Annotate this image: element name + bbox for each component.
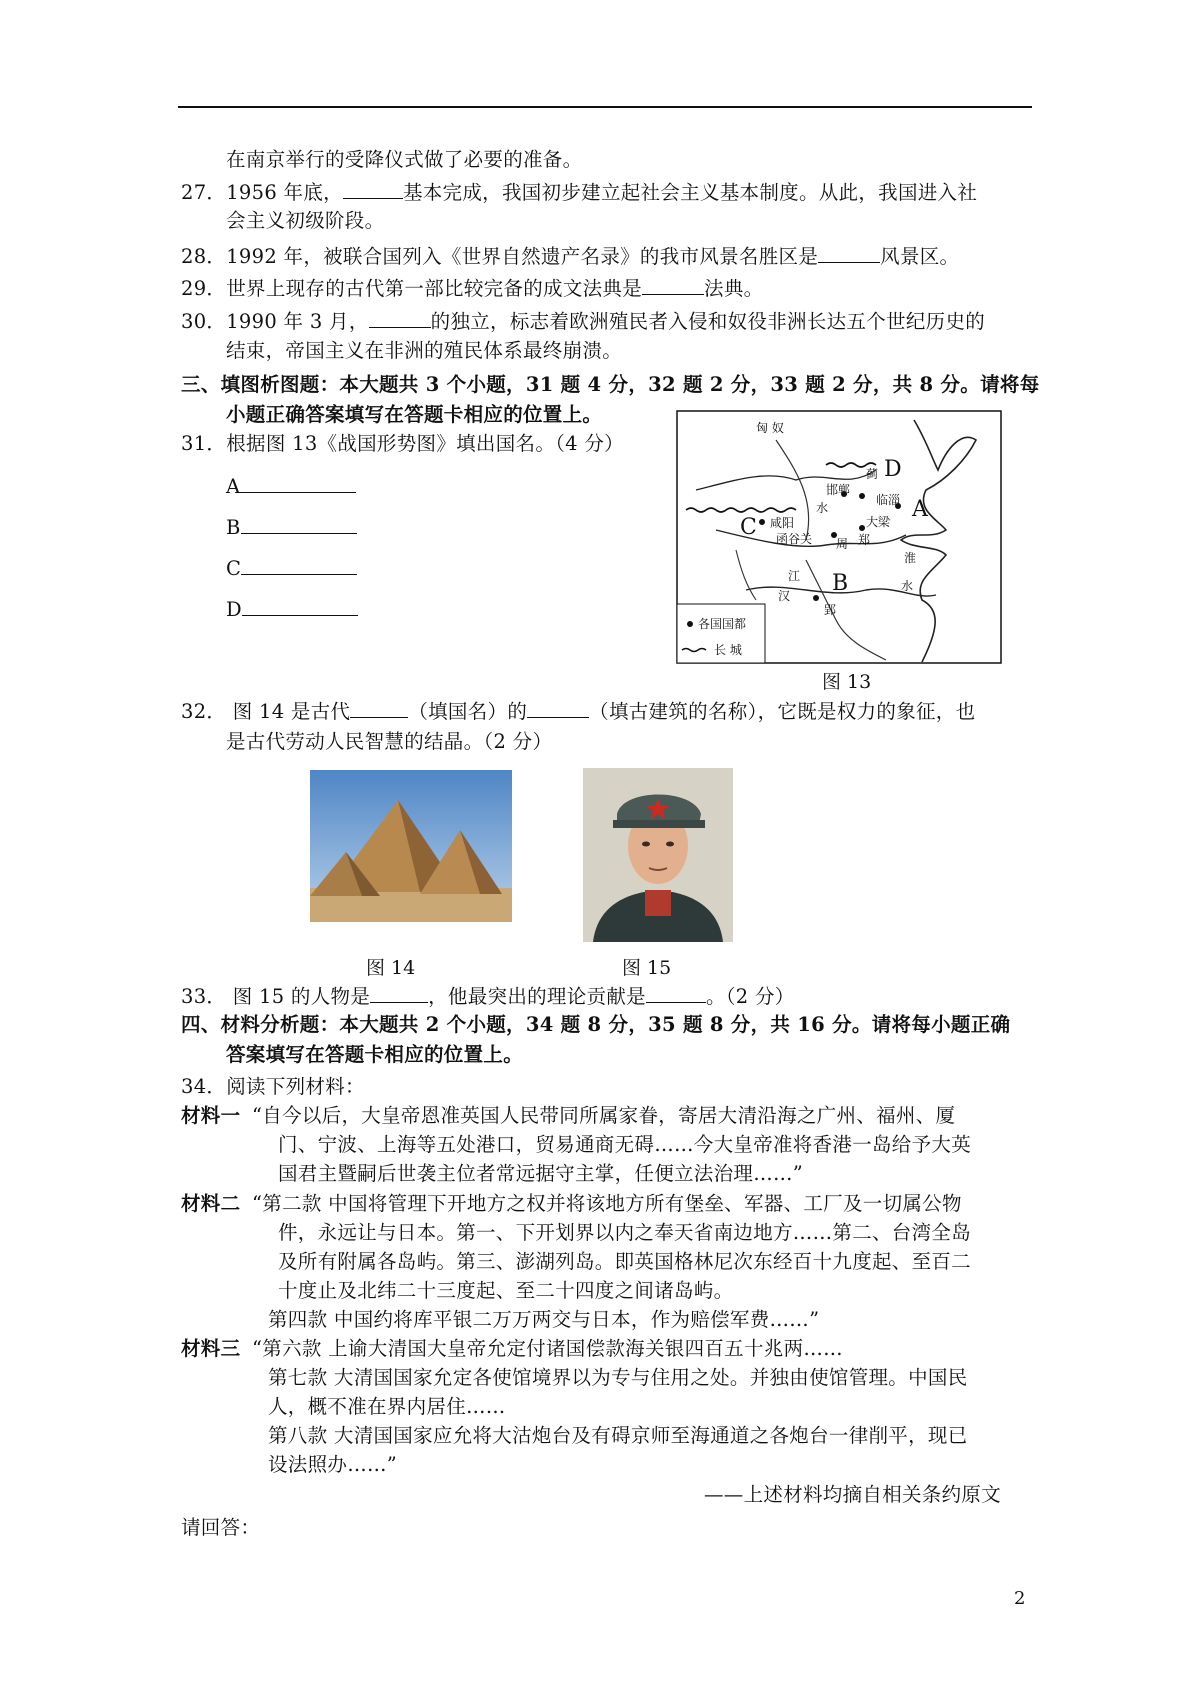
question-34: 34．阅读下列材料： [181, 1075, 365, 1098]
header-rule [178, 106, 1032, 108]
answer-blank[interactable] [527, 697, 589, 718]
option-b: B [226, 513, 357, 542]
answer-blank[interactable] [241, 513, 357, 534]
text-line: 国君主暨嗣后世袭主位者常远据守主掌，任便立法治理……” [278, 1162, 804, 1185]
text-line: 设法照办……” [268, 1453, 398, 1476]
map-label: 淮 [904, 551, 917, 565]
answer-blank[interactable] [350, 697, 408, 718]
legend-capital: 各国国都 [698, 617, 747, 631]
map-letter-a: A [912, 497, 928, 522]
question-32: 32． 图 14 是古代 （填国名）的 （填古建筑的名称），它既是权力的象征，也 [181, 697, 975, 726]
answer-blank[interactable] [343, 178, 403, 199]
text-line: 会主义初级阶段。 [226, 209, 385, 232]
map-label: 邯郸 [826, 483, 851, 497]
section-3-heading-cont: 小题正确答案填写在答题卡相应的位置上。 [226, 403, 603, 426]
text-line: 十度止及北纬二十三度起、至二十四度之间诸岛屿。 [278, 1279, 734, 1302]
answer-blank[interactable] [646, 982, 706, 1003]
warring-states-map [676, 410, 1002, 664]
text-line: 第八款 大清国国家应允将大沽炮台及有碍京师至海通道之各炮台一律削平，现已 [268, 1424, 968, 1447]
page-number: 2 [1014, 1588, 1026, 1609]
section-4-heading-cont: 答案填写在答题卡相应的位置上。 [226, 1043, 524, 1066]
figure-15-portrait [583, 768, 733, 946]
text-line: 结束，帝国主义在非洲的殖民体系最终崩溃。 [226, 339, 623, 362]
pyramids-image [310, 770, 512, 922]
map-label: 郢 [824, 603, 837, 617]
map-label: 蓟 [866, 467, 879, 481]
text-line: 第四款 中国约将库平银二万万两交与日本，作为赔偿军费……” [268, 1308, 820, 1331]
map-label: 函谷关 [776, 532, 813, 546]
text-line: 在南京举行的受降仪式做了必要的准备。 [226, 148, 583, 171]
question-33: 33． 图 15 的人物是 ，他最突出的理论贡献是 。（2 分） [181, 982, 795, 1011]
option-c: C [226, 554, 357, 583]
question-29: 29．世界上现存的古代第一部比较完备的成文法典是 法典。 [181, 274, 763, 303]
map-label: 江 [788, 569, 801, 583]
map-label: 周 [836, 537, 849, 551]
map-label-xiongnu: 匈 奴 [756, 421, 784, 435]
question-28: 28．1992 年，被联合国列入《世界自然遗产名录》的我市风景名胜区是 风景区。 [181, 242, 959, 271]
map-letter-b: B [832, 571, 849, 596]
figure-15-caption: 图 15 [622, 957, 672, 979]
section-3-heading: 三、填图析图题：本大题共 3 个小题，31 题 4 分，32 题 2 分，33 题 2 分，共 8 分。请将每 [181, 373, 1040, 396]
option-a: A [226, 472, 356, 501]
material-2-label: 材料二 [181, 1192, 241, 1215]
answer-blank[interactable] [642, 274, 704, 295]
text-line: “第二款 中国将管理下开地方之权并将该地方所有堡垒、军器、工厂及一切属公物 [252, 1192, 962, 1215]
source-attribution: ——上述材料均摘自相关条约原文 [704, 1483, 1001, 1506]
option-d: D [226, 595, 358, 624]
map-label: 临淄 [876, 493, 901, 507]
answer-blank[interactable] [241, 554, 357, 575]
answer-prompt: 请回答： [181, 1516, 261, 1539]
figure-14-pyramids [310, 770, 512, 926]
figure-14-caption: 图 14 [366, 957, 416, 979]
text-line: 人，概不准在界内居住…… [268, 1395, 506, 1418]
map-label: 水 [816, 501, 829, 515]
map-letter-d: D [884, 457, 902, 482]
map-label: 大梁 [866, 515, 891, 529]
answer-blank[interactable] [240, 472, 356, 493]
text-line: 是古代劳动人民智慧的结晶。（2 分） [226, 730, 553, 753]
map-label: 咸阳 [770, 516, 795, 530]
text-line: 及所有附属各岛屿。第三、澎湖列岛。即英国格林尼次东经百十九度起、至百二 [278, 1250, 972, 1273]
question-27: 27．1956 年底， 基本完成，我国初步建立起社会主义基本制度。从此，我国进入社 [181, 178, 977, 207]
portrait-image [583, 768, 733, 942]
answer-blank[interactable] [369, 307, 431, 328]
material-1-label: 材料一 [181, 1104, 241, 1127]
answer-blank[interactable] [818, 242, 880, 263]
figure-13-map [676, 410, 1002, 668]
map-label: 汉 [778, 589, 791, 603]
text-line: 件，永远让与日本。第一、下开划界以内之奉天省南边地方……第二、台湾全岛 [278, 1221, 972, 1244]
question-30: 30．1990 年 3 月， 的独立，标志着欧洲殖民者入侵和奴役非洲长达五个世纪历史的 [181, 307, 985, 336]
answer-blank[interactable] [242, 595, 358, 616]
question-31: 31．根据图 13《战国形势图》填出国名。（4 分） [181, 432, 624, 455]
text-line: 第七款 大清国国家允定各使馆境界以为专与住用之处。并独由使馆管理。中国民 [268, 1366, 968, 1389]
answer-blank[interactable] [370, 982, 428, 1003]
figure-13-caption: 图 13 [822, 671, 872, 693]
text-line: “第六款 上谕大清国大皇帝允定付诸国偿款海关银四百五十兆两…… [252, 1337, 843, 1360]
text-line: “自今以后，大皇帝恩准英国人民带同所属家眷，寄居大清沿海之广州、福州、厦 [252, 1104, 956, 1127]
map-letter-c: C [740, 515, 757, 540]
text-line: 门、宁波、上海等五处港口，贸易通商无碍……今大皇帝准将香港一岛给予大英 [278, 1133, 972, 1156]
map-label: 郑 [858, 533, 871, 547]
section-4-heading: 四、材料分析题：本大题共 2 个小题，34 题 8 分，35 题 8 分，共 16 分。请将每小题正确 [181, 1013, 1011, 1036]
material-3-label: 材料三 [181, 1337, 241, 1360]
map-label: 水 [901, 579, 914, 593]
legend-wall: 长 城 [714, 643, 742, 657]
